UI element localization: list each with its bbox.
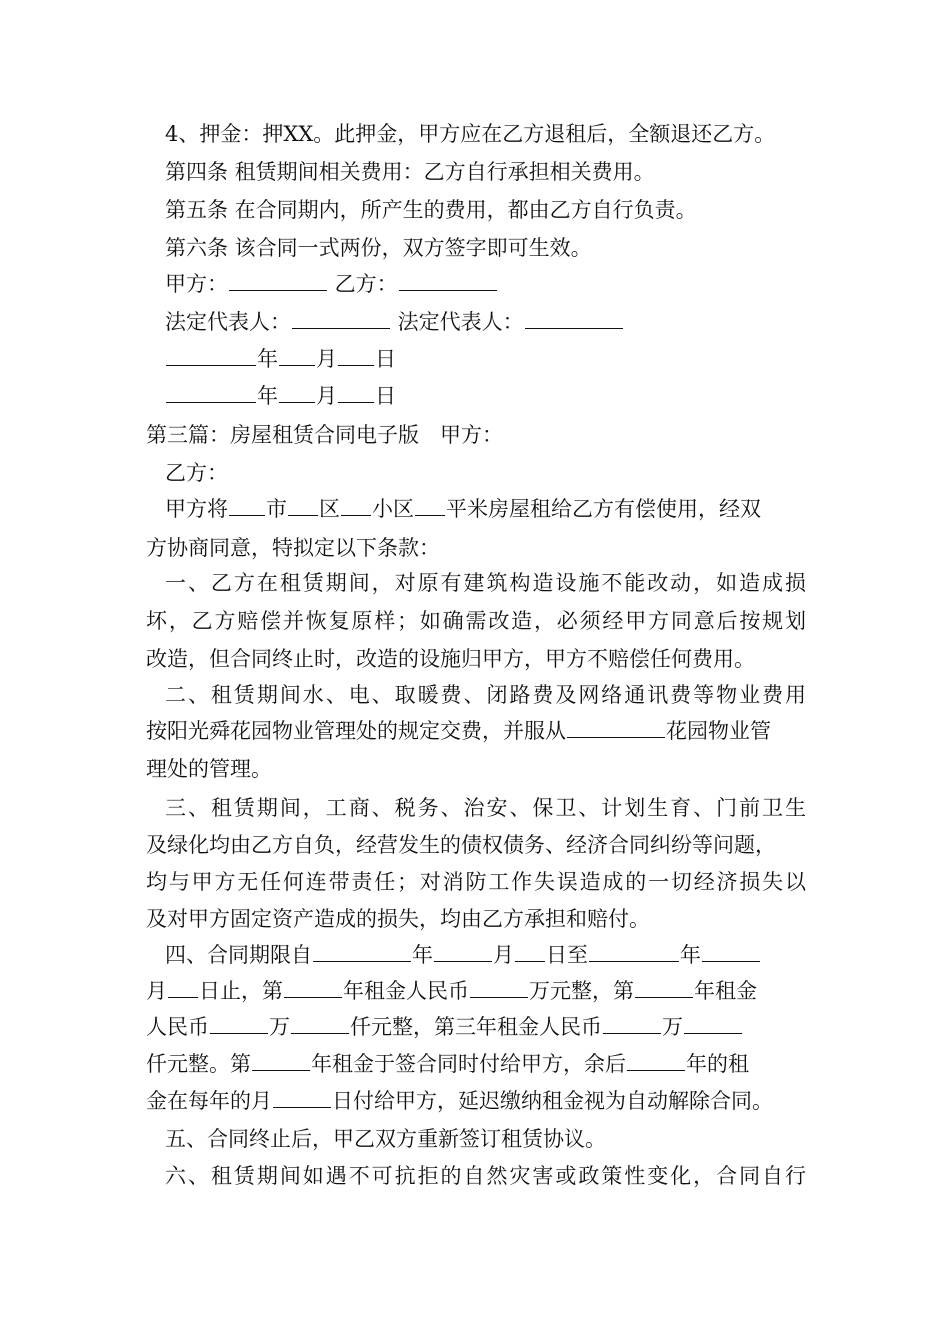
- blank-field: [434, 960, 492, 962]
- blank-field: [415, 514, 445, 516]
- section-heading: 第三篇：房屋租赁合同电子版 甲方：: [146, 423, 503, 447]
- blank-field: [279, 401, 315, 403]
- party-b-label: 乙方：: [165, 461, 228, 485]
- signing-date-line: 年 月 日: [165, 381, 845, 411]
- blank-field: [166, 364, 256, 366]
- blank-field: [284, 996, 342, 998]
- blank-field: [702, 960, 760, 962]
- blank-field: [470, 996, 528, 998]
- blank-field: [635, 996, 693, 998]
- blank-field: [603, 1032, 661, 1034]
- blank-field: [338, 401, 374, 403]
- blank-field: [525, 327, 623, 329]
- blank-field: [252, 1069, 310, 1071]
- paragraph-line: 二、租赁期间水、电、取暖费、闭路费及网络通讯费等物业费用: [165, 683, 806, 707]
- contract-term-line: 四、合同期限自 年 月 日至 年: [165, 940, 845, 970]
- paragraph-line: 改造，但合同终止时，改造的设施归甲方，甲方不赔偿任何费用。: [146, 647, 755, 671]
- blank-field: [291, 1032, 349, 1034]
- paragraph-line: 方协商同意，特拟定以下条款：: [146, 536, 440, 560]
- paragraph-line: 甲方将 市 区 小区 平米房屋租给乙方有偿使用，经双: [165, 497, 761, 521]
- paragraph-line: 及绿化均由乙方自负，经营发生的债权债务、经济合同纠纷等问题，: [146, 833, 776, 857]
- deposit-clause: 4、押金：押XX。此押金，甲方应在乙方退租后，全额退还乙方。: [165, 122, 776, 146]
- blank-field: [166, 401, 256, 403]
- legal-representative-line: 法定代表人： 法定代表人：: [165, 307, 845, 337]
- blank-field: [313, 960, 411, 962]
- paragraph-line: 坏，乙方赔偿并恢复原样；如确需改造，必须经甲方同意后按规划: [146, 609, 806, 633]
- blank-field: [229, 514, 265, 516]
- blank-field: [589, 960, 679, 962]
- blank-field: [210, 1032, 268, 1034]
- blank-field: [627, 1069, 685, 1071]
- article-five: 第五条 在合同期内，所产生的费用，都由乙方自行负责。: [165, 198, 697, 222]
- article-six: 第六条 该合同一式两份，双方签字即可生效。: [165, 236, 592, 260]
- contract-term-line: 仟元整。第 年租金于签合同时付给甲方，余后 年的租: [146, 1052, 749, 1076]
- paragraph-line: 理处的管理。: [146, 757, 272, 781]
- blank-field: [168, 996, 198, 998]
- blank-field: [399, 289, 497, 291]
- blank-field: [338, 364, 374, 366]
- party-signature-line: 甲方： 乙方：: [165, 269, 845, 299]
- paragraph-line: 三、租赁期间，工商、税务、治安、保卫、计划生育、门前卫生: [165, 796, 806, 820]
- contract-term-line: 金在每年的月 日付给甲方，延迟缴纳租金视为自动解除合同。: [146, 1089, 773, 1113]
- signing-date-line: 年 月 日: [165, 344, 845, 374]
- blank-field: [515, 960, 545, 962]
- paragraph-line: 一、乙方在租赁期间，对原有建筑构造设施不能改动，如造成损: [165, 571, 806, 595]
- blank-field: [279, 364, 315, 366]
- blank-field: [288, 514, 318, 516]
- blank-field: [341, 514, 371, 516]
- blank-field: [229, 289, 327, 291]
- paragraph-line: 及对甲方固定资产造成的损失，均由乙方承担和赔付。: [146, 907, 650, 931]
- contract-term-line: 人民币 万 仟元整，第三年租金人民币 万: [146, 1012, 826, 1042]
- paragraph-line: 五、合同终止后，甲乙双方重新签订租赁协议。: [165, 1127, 606, 1151]
- paragraph-line: 六、租赁期间如遇不可抗拒的自然灾害或政策性变化，合同自行: [165, 1164, 806, 1188]
- article-four: 第四条 租赁期间相关费用：乙方自行承担相关费用。: [165, 160, 655, 184]
- contract-term-line: 月 日止，第 年租金人民币 万元整，第 年租金: [146, 979, 757, 1003]
- blank-field: [684, 1032, 742, 1034]
- blank-field: [567, 736, 665, 738]
- blank-field: [273, 1106, 331, 1108]
- paragraph-line: 按阳光舜花园物业管理处的规定交费，并服从 花园物业管: [146, 719, 771, 743]
- blank-field: [292, 327, 390, 329]
- paragraph-line: 均与甲方无任何连带责任；对消防工作失误造成的一切经济损失以: [146, 870, 806, 894]
